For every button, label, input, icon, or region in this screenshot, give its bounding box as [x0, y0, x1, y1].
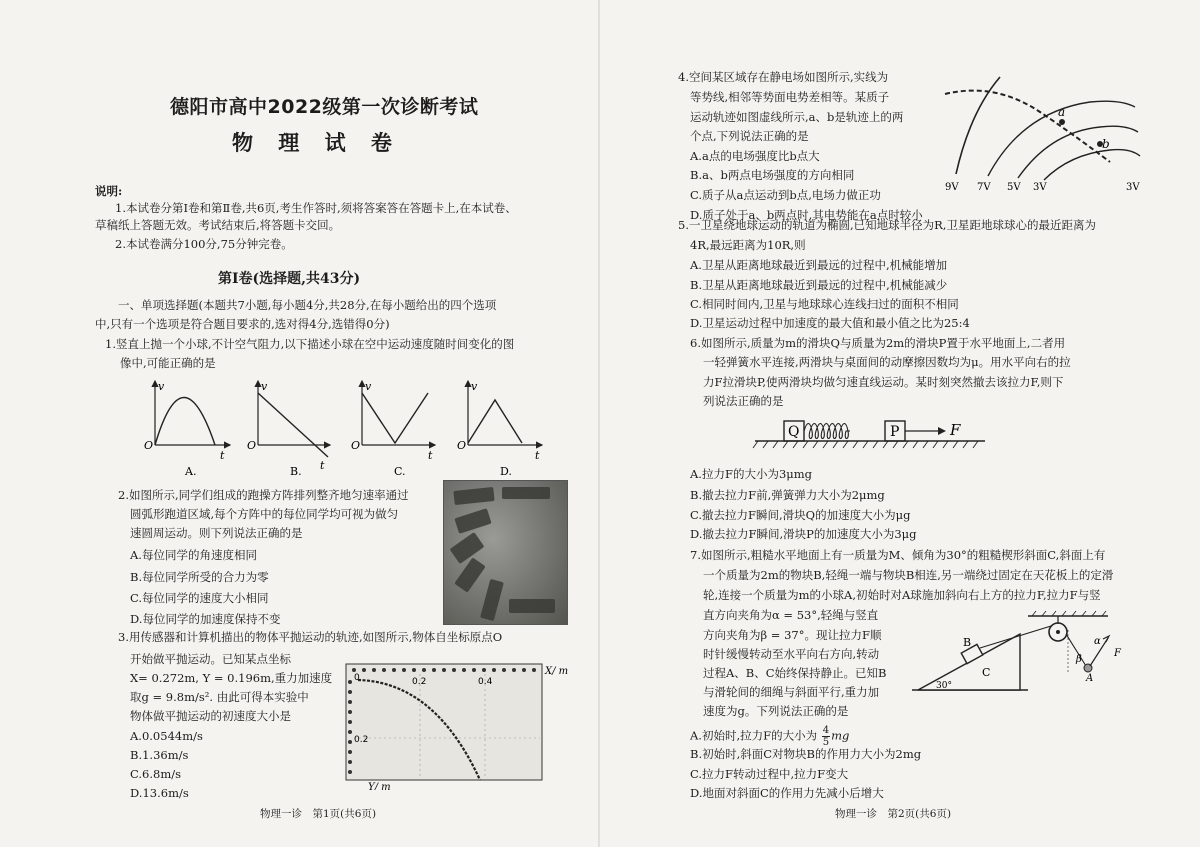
q5-option: A.卫星从距离地球最近到最远的过程中,机械能增加	[690, 258, 948, 272]
q1-graph-c-label: C.	[394, 465, 406, 478]
q2-option: A.每位同学的角速度相同	[130, 548, 257, 562]
q4-stem-line: 运动轨迹如图虚线所示,a、b是轨迹上的两	[690, 110, 904, 124]
q5-option: B.卫星从距离地球最近到最远的过程中,机械能减少	[690, 278, 948, 292]
instruction-line: 草稿纸上答题无效。考试结束后,将答题卡交回。	[95, 218, 341, 232]
q4-option: C.质子从a点运动到b点,电场力做正功	[690, 188, 881, 202]
q1-graph-a-tlabel: t	[220, 449, 225, 462]
part-intro-line: 一、单项选择题(本题共7小题,每小题4分,共28分,在每小题给出的四个选项	[118, 298, 497, 312]
fraction-suffix: mg	[831, 728, 850, 743]
q4-option: B.a、b两点电场强度的方向相同	[690, 168, 855, 182]
q5-option: C.相同时间内,卫星与地球球心连线扫过的面积不相同	[690, 297, 959, 311]
q3-origin-label: 0	[354, 673, 360, 683]
q1-graph-b-tlabel: t	[320, 459, 325, 472]
q4-point-b: b	[1102, 137, 1110, 151]
q6-stem-line: 力F拉滑块P,使两滑块均做匀速直线运动。某时刻突然撤去该拉力F,则下	[703, 375, 1064, 389]
q7-wedge-label: C	[982, 666, 991, 679]
q4-point-a: a	[1058, 105, 1066, 119]
q7-block-label: B	[963, 636, 972, 649]
q7-stem-line: 时针缓慢转动至水平向右方向,转动	[703, 647, 880, 661]
q7-beta-label: β	[1076, 654, 1082, 665]
q1-graph-d-label: D.	[500, 465, 512, 478]
q5-stem-line: 4R,最远距离为10R,则	[690, 238, 806, 252]
q7-stem-line: 一个质量为2m的物块B,轻绳一端与物块B相连,另一端绕过固定在天花板上的定滑	[703, 568, 1114, 582]
q3-y-axis-label: Y/ m	[368, 782, 391, 790]
q1-graph-a	[144, 380, 230, 478]
q1-graph-b-vlabel: v	[261, 380, 268, 393]
q1-graph-b-label: B.	[290, 465, 302, 478]
q7-stem-line: 直方向夹角为α = 53°,轻绳与竖直	[703, 608, 879, 622]
q6-option: D.撤去拉力F瞬间,滑块P的加速度大小为3μg	[690, 527, 917, 541]
q5-option: D.卫星运动过程中加速度的最大值和最小值之比为25:4	[690, 316, 970, 330]
instruction-line: 2.本试卷满分100分,75分钟完卷。	[115, 237, 293, 251]
q3-stem-line: 物体做平抛运动的初速度大小是	[130, 709, 291, 723]
q7-wedge-pulley-figure	[908, 610, 1148, 700]
q6-block-q-label: Q	[788, 424, 800, 440]
q7-force-label: F	[1114, 648, 1121, 659]
q3-y-tick: 0.2	[354, 735, 369, 745]
q1-graphs	[130, 375, 560, 480]
q3-option: B.1.36m/s	[130, 748, 189, 762]
q1-graph-c-tlabel: t	[428, 449, 433, 462]
exam-page-2	[600, 0, 1200, 847]
q4-label-9v: 9V	[945, 182, 959, 193]
q7-stem-line: 与滑轮间的细绳与斜面平行,重力加	[703, 685, 880, 699]
q3-x-axis-label: X/ m	[545, 666, 569, 677]
q2-option: D.每位同学的加速度保持不变	[130, 612, 281, 626]
q3-x-tick: 0.4	[478, 677, 493, 687]
q7-stem-line: 速度为g。下列说法正确的是	[703, 704, 849, 718]
q3-stem-line: X= 0.272m, Y = 0.196m,重力加速度	[130, 671, 333, 685]
q1-graph-c	[351, 380, 435, 478]
q6-block-p-label: P	[890, 424, 900, 440]
q4-label-3v: 3V	[1033, 182, 1047, 193]
part-intro-line: 中,只有一个选项是符合题目要求的,选对得4分,选错得0分)	[95, 317, 390, 331]
q3-stem-line: 取g = 9.8m/s². 由此可得本实验中	[130, 690, 309, 704]
fraction-numerator: 4	[822, 725, 830, 736]
q3-option: A.0.0544m/s	[130, 729, 203, 743]
q3-option: C.6.8m/s	[130, 767, 182, 781]
q4-label-3v-right: 3V	[1126, 182, 1140, 193]
q2-stem-line: 速圆周运动。则下列说法正确的是	[130, 526, 303, 540]
q7-ball-label: A	[1086, 673, 1094, 684]
q6-stem-line: 一轻弹簧水平连接,两滑块与桌面间的动摩擦因数均为μ。用水平向右的拉	[703, 355, 1071, 369]
q2-stem-line: 2.如图所示,同学们组成的跑操方阵排列整齐地匀速率通过	[118, 488, 409, 502]
exam-subtitle: 物 理 试 卷	[232, 131, 401, 155]
q1-graph-a-label: A.	[185, 465, 197, 478]
q6-stem-line: 列说法正确的是	[703, 394, 784, 408]
q5-stem-line: 5.一卫星绕地球运动的轨道为椭圆,已知地球半径为R,卫星距地球球心的最近距离为	[678, 218, 1096, 232]
q7-option: B.初始时,斜面C对物块B的作用力大小为2mg	[690, 747, 922, 761]
q1-graph-a-origin: O	[144, 439, 154, 452]
q7-angle-label: 30°	[936, 681, 952, 691]
q1-graph-c-origin: O	[351, 439, 361, 452]
q1-graph-b-origin: O	[247, 439, 257, 452]
q6-spring-figure	[750, 413, 1010, 455]
q1-graph-d-origin: O	[457, 439, 467, 452]
exam-title: 德阳市高中2022级第一次诊断考试	[170, 96, 479, 118]
q6-option: C.撤去拉力F瞬间,滑块Q的加速度大小为μg	[690, 508, 911, 522]
q7-stem-line: 方向夹角为β = 37°。现让拉力F顺	[703, 628, 882, 642]
q3-option: D.13.6m/s	[130, 786, 189, 800]
q3-trajectory-graph	[340, 660, 570, 790]
q7-stem-line: 7.如图所示,粗糙水平地面上有一质量为M、倾角为30°的粗糙楔形斜面C,斜面上有	[690, 548, 1106, 562]
q6-force-label: F	[950, 421, 961, 439]
instructions-heading: 说明:	[95, 184, 123, 198]
running-formation-photo	[443, 480, 568, 625]
q4-option: D.质子处于a、b两点时,其电势能在a点时较小	[690, 208, 923, 222]
q1-graph-b	[247, 380, 330, 478]
q1-graph-d-tlabel: t	[535, 449, 540, 462]
q4-stem-line: 4.空间某区域存在静电场如图所示,实线为	[678, 70, 889, 84]
q4-stem-line: 个点,下列说法正确的是	[690, 129, 809, 143]
q1-graph-d-vlabel: v	[471, 380, 478, 393]
q1-graph-a-vlabel: v	[158, 380, 165, 393]
instruction-line: 1.本试卷分第Ⅰ卷和第Ⅱ卷,共6页,考生作答时,须将答案答在答题卡上,在本试卷、	[115, 201, 517, 215]
q2-stem-line: 圆弧形跑道区域,每个方阵中的每位同学均可视为做匀	[130, 507, 399, 521]
q2-option: C.每位同学的速度大小相同	[130, 591, 269, 605]
q7-stem-line: 轮,连接一个质量为m的小球A,初始时对A球施加斜向右上方的拉力F,拉力F与竖	[703, 588, 1101, 602]
q1-stem-line: 像中,可能正确的是	[120, 356, 216, 370]
q4-option: A.a点的电场强度比b点大	[690, 149, 820, 163]
q6-option: A.拉力F的大小为3μmg	[690, 467, 812, 481]
q3-stem-line: 开始做平抛运动。已知某点坐标	[130, 652, 291, 666]
q3-stem-line: 3.用传感器和计算机描出的物体平抛运动的轨迹,如图所示,物体自坐标原点O	[118, 630, 503, 644]
q7-option: D.地面对斜面C的作用力先减小后增大	[690, 786, 884, 800]
q7-option-a-text: A.初始时,拉力F的大小为	[690, 728, 818, 743]
q4-label-7v: 7V	[977, 182, 991, 193]
q3-x-tick: 0.2	[412, 677, 427, 687]
q4-label-5v: 5V	[1007, 182, 1021, 193]
q2-option: B.每位同学所受的合力为零	[130, 570, 269, 584]
q6-stem-line: 6.如图所示,质量为m的滑块Q与质量为2m的滑块P置于水平地面上,二者用	[690, 336, 1066, 350]
q7-option: C.拉力F转动过程中,拉力F变大	[690, 767, 849, 781]
section-title: 第Ⅰ卷(选择题,共43分)	[218, 271, 361, 287]
q4-equipotential-figure	[940, 72, 1145, 197]
page-footer: 物理一诊 第1页(共6页)	[260, 808, 377, 820]
q1-graph-c-vlabel: v	[365, 380, 372, 393]
q1-graph-d	[457, 380, 542, 478]
page-footer: 物理一诊 第2页(共6页)	[835, 808, 952, 820]
q1-stem-line: 1.竖直上抛一个小球,不计空气阻力,以下描述小球在空中运动速度随时间变化的图	[105, 337, 515, 351]
q6-option: B.撤去拉力F前,弹簧弹力大小为2μmg	[690, 488, 885, 502]
q7-alpha-label: α	[1094, 636, 1101, 647]
q7-stem-line: 过程A、B、C始终保持静止。已知B	[703, 666, 887, 680]
fraction-denominator: 5	[822, 737, 830, 748]
q4-stem-line: 等势线,相邻等势面电势差相等。某质子	[690, 90, 890, 104]
